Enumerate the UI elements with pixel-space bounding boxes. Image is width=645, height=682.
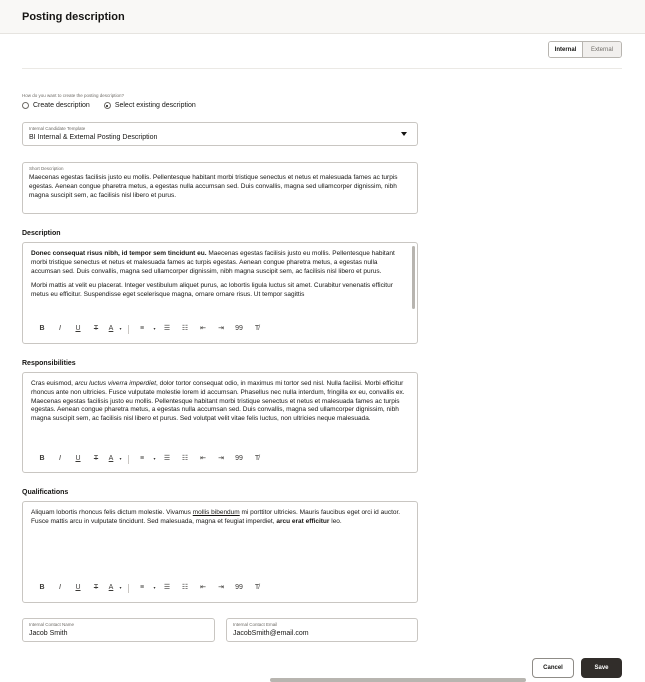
- italic-icon[interactable]: I: [59, 455, 61, 462]
- bold-icon[interactable]: B: [39, 455, 45, 462]
- clear-format-icon[interactable]: T̸: [254, 584, 260, 591]
- contact-email-value: JacobSmith@email.com: [233, 630, 309, 637]
- outdent-icon[interactable]: ⇤: [200, 584, 206, 591]
- strikethrough-icon[interactable]: T: [93, 455, 99, 462]
- bold-icon[interactable]: B: [39, 325, 45, 332]
- chevron-down-icon[interactable]: ▾: [153, 326, 156, 331]
- responsibilities-editor[interactable]: [22, 372, 418, 473]
- contact-email-label: Internal Contact Email: [233, 622, 278, 627]
- indent-icon[interactable]: ⇥: [218, 325, 224, 332]
- outdent-icon[interactable]: ⇤: [200, 325, 206, 332]
- strikethrough-icon[interactable]: T: [93, 584, 99, 591]
- responsibilities-content[interactable]: [31, 380, 407, 424]
- internal-external-toggle: [548, 41, 622, 58]
- numbered-list-icon[interactable]: ☷: [181, 455, 189, 462]
- underline-icon[interactable]: U: [75, 455, 81, 462]
- toolbar-divider: [128, 584, 129, 593]
- divider: [22, 68, 622, 69]
- radio-unselected-icon: [22, 102, 29, 109]
- qualifications-content[interactable]: [31, 509, 407, 527]
- short-description-field[interactable]: [22, 162, 418, 214]
- responsibilities-text-2: , dolor tortor consequat odio, in maximus mi tortor sed nisl. Nulla facilisi. Morbi efficitur rhoncus ante non ultricies. Fusce vulputate molestie lorem id accumsan. Phasellus nec nulla interdum, fringilla ex eu, convallis ex. Maecenas egestas facilisis justo eu mollis. Pellentesque habitant morbi tristique senectus et netus et malesuada fames ac turpis egestas. Aenean congue pharetra metus, a egestas nulla accumsan sed. Duis convallis, magna sed ullamcorper dignissim, nibh magna suscipit sem, ac facilisis nisl libero et purus. Sed volutpat velit vitae felis luctus, non ultricies neque malesuada.: [31, 380, 405, 423]
- short-description-label: Short Description: [29, 166, 64, 171]
- chevron-down-icon[interactable]: ▾: [153, 456, 156, 461]
- blockquote-icon[interactable]: 99: [235, 455, 243, 462]
- creation-question-label: How do you want to create the posting description?: [22, 93, 125, 98]
- page-title: Posting description: [22, 11, 125, 23]
- align-icon[interactable]: ≡: [139, 584, 145, 591]
- text-color-icon[interactable]: A: [108, 325, 114, 332]
- responsibilities-italic-text: arcu luctus viverra imperdiet: [74, 380, 156, 387]
- clear-format-icon[interactable]: T̸: [254, 455, 260, 462]
- italic-icon[interactable]: I: [59, 584, 61, 591]
- radio-select-existing-description[interactable]: [104, 102, 196, 109]
- indent-icon[interactable]: ⇥: [218, 455, 224, 462]
- responsibilities-text: Cras euismod,: [31, 380, 75, 387]
- description-text: Maecenas egestas facilisis justo eu mollis. Pellentesque habitant morbi tristique senectus et netus et malesuada fames ac turpis egestas. Aenean congue pharetra metus, a egestas nulla accumsan sed. Duis convallis, magna sed ullamcorper dignissim, nibh magna suscipit sem, ac facilisis nisl libero et purus.: [31, 250, 395, 275]
- chevron-down-icon[interactable]: ▾: [153, 585, 156, 590]
- qualifications-underlined-text: mollis bibendum: [192, 509, 240, 516]
- clear-format-icon[interactable]: T̸: [254, 325, 260, 332]
- page-header: [0, 0, 645, 34]
- contact-name-value: Jacob Smith: [29, 630, 68, 637]
- responsibilities-toolbar: [33, 453, 266, 465]
- radio-selected-icon: [104, 102, 111, 109]
- bullet-list-icon[interactable]: ☰: [163, 584, 171, 591]
- text-color-icon[interactable]: A: [108, 455, 114, 462]
- italic-icon[interactable]: I: [59, 325, 61, 332]
- bullet-list-icon[interactable]: ☰: [163, 455, 171, 462]
- qualifications-editor[interactable]: [22, 501, 418, 603]
- external-toggle-button[interactable]: External: [583, 42, 621, 57]
- strikethrough-icon[interactable]: T: [93, 325, 99, 332]
- creation-radio-group: [22, 102, 210, 109]
- qualifications-text-2: mi porttitor ultricies. Mauris faucibus eget orci id auctor. Fusce mattis arcu in vulputate tincidunt. Sed malesuada, magna et feugiat imperdiet,: [31, 509, 401, 525]
- underline-icon[interactable]: U: [75, 584, 81, 591]
- bold-icon[interactable]: B: [39, 584, 45, 591]
- responsibilities-label: Responsibilities: [22, 360, 76, 367]
- radio-label: Select existing description: [114, 102, 196, 109]
- radio-label: Create description: [33, 102, 90, 109]
- toolbar-divider: [128, 325, 129, 334]
- qualifications-text-3: leo.: [329, 517, 342, 525]
- cancel-button[interactable]: Cancel: [532, 658, 574, 678]
- outdent-icon[interactable]: ⇤: [200, 455, 206, 462]
- description-editor[interactable]: [22, 242, 418, 344]
- description-content[interactable]: [31, 250, 407, 314]
- blockquote-icon[interactable]: 99: [235, 584, 243, 591]
- chevron-down-icon[interactable]: ▾: [119, 456, 122, 461]
- underline-icon[interactable]: U: [75, 325, 81, 332]
- blockquote-icon[interactable]: 99: [235, 325, 243, 332]
- template-select-label: Internal Candidate Template: [29, 126, 86, 131]
- qualifications-bold-text: arcu erat efficitur: [276, 517, 330, 525]
- contact-email-field[interactable]: [226, 618, 418, 642]
- numbered-list-icon[interactable]: ☷: [181, 325, 189, 332]
- bullet-list-icon[interactable]: ☰: [163, 325, 171, 332]
- radio-create-description[interactable]: [22, 102, 90, 109]
- template-select[interactable]: [22, 122, 418, 146]
- text-color-icon[interactable]: A: [108, 584, 114, 591]
- chevron-down-icon[interactable]: ▾: [119, 585, 122, 590]
- description-toolbar: [33, 323, 266, 335]
- indent-icon[interactable]: ⇥: [218, 584, 224, 591]
- template-select-value: BI Internal & External Posting Description: [29, 134, 158, 141]
- numbered-list-icon[interactable]: ☷: [181, 584, 189, 591]
- qualifications-toolbar: [33, 582, 266, 594]
- chevron-down-icon[interactable]: ▾: [119, 326, 122, 331]
- description-label: Description: [22, 230, 61, 237]
- qualifications-label: Qualifications: [22, 489, 69, 496]
- qualifications-text: Aliquam lobortis rhoncus felis dictum molestie. Vivamus: [31, 509, 193, 516]
- internal-toggle-button[interactable]: Internal: [549, 42, 583, 57]
- toolbar-divider: [128, 455, 129, 464]
- chevron-down-icon[interactable]: [401, 132, 407, 136]
- description-bold-text: Donec consequat risus nibh, id tempor sem tincidunt eu.: [31, 250, 207, 257]
- short-description-text: Maecenas egestas facilisis justo eu mollis. Pellentesque habitant morbi tristique senectus et netus et malesuada fames ac turpis egestas. Aenean congue pharetra metus, a egestas nulla accumsan sed. Duis convallis, magna sed ullamcorper dignissim, nibh magna suscipit sem, ac facilisis nisl libero et purus.: [29, 174, 398, 199]
- description-paragraph: [31, 250, 407, 276]
- contact-name-label: Internal Contact Name: [29, 622, 75, 627]
- description-scrollbar[interactable]: [412, 246, 415, 309]
- align-icon[interactable]: ≡: [139, 455, 145, 462]
- save-button[interactable]: Save: [581, 658, 622, 678]
- horizontal-scrollbar[interactable]: [270, 678, 526, 682]
- contact-name-field[interactable]: [22, 618, 215, 642]
- description-paragraph-2: Morbi mattis at velit eu placerat. Integer vestibulum aliquet purus, ac lobortis ligula luctus sit amet. Curabitur venenatis efficitur metus eu efficitur. Suspendisse eget scelerisque magna, ornare ornare risus. Ut tempor sagittis: [31, 282, 393, 299]
- align-icon[interactable]: ≡: [139, 325, 145, 332]
